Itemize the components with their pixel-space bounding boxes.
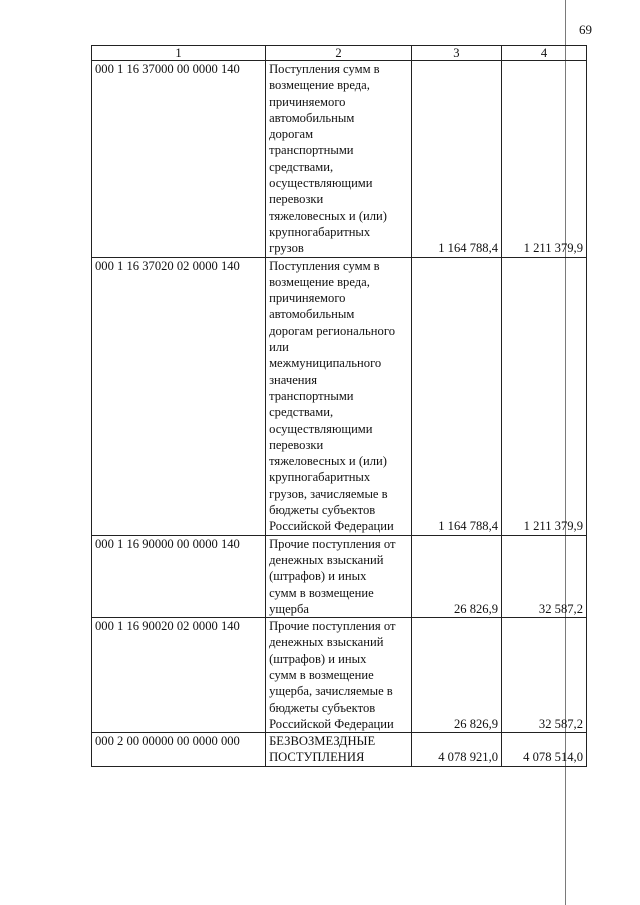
description-line: сумм в возмещение xyxy=(269,585,374,600)
budget-table xyxy=(91,45,587,767)
amount-col4-cell: 32 587,2 xyxy=(502,618,587,733)
description-line: автомобильным xyxy=(269,307,355,322)
description-line: ущерба xyxy=(269,601,309,616)
description-line: крупногабаритных xyxy=(269,470,371,485)
description-line: возмещение вреда, xyxy=(269,78,370,93)
description-line: межмуниципального xyxy=(269,356,382,371)
description-line: осуществляющими xyxy=(269,176,373,191)
budget-code-cell: 000 2 00 00000 00 0000 000 xyxy=(92,733,266,767)
description-cell xyxy=(266,733,412,767)
description-line: Прочие поступления от xyxy=(269,619,396,634)
budget-code-cell: 000 1 16 90020 02 0000 140 xyxy=(92,618,266,733)
description-line: транспортными xyxy=(269,143,354,158)
amount-col4-cell: 1 211 379,9 xyxy=(502,61,587,258)
description-line: грузов xyxy=(269,241,304,256)
description-line: транспортными xyxy=(269,388,354,403)
description-line: грузов, зачисляемые в xyxy=(269,486,388,501)
table-row xyxy=(92,61,587,258)
description-line: автомобильным xyxy=(269,110,355,125)
description-line: ПОСТУПЛЕНИЯ xyxy=(269,750,365,765)
description-cell xyxy=(266,61,412,258)
description-line: средствами, xyxy=(269,405,334,420)
budget-code-cell: 000 1 16 90000 00 0000 140 xyxy=(92,535,266,617)
budget-code-cell: 000 1 16 37020 02 0000 140 xyxy=(92,257,266,535)
header-cell-2: 2 xyxy=(266,46,412,61)
description-line: (штрафов) и иных xyxy=(269,651,367,666)
description-line: Российской Федерации xyxy=(269,716,394,731)
description-line: или xyxy=(269,340,289,355)
table-row xyxy=(92,535,587,617)
description-line: денежных взысканий xyxy=(269,552,384,567)
description-line: перевозки xyxy=(269,437,324,452)
header-row xyxy=(92,46,587,61)
description-line: Российской Федерации xyxy=(269,519,394,534)
amount-col3-cell: 4 078 921,0 xyxy=(411,733,501,767)
description-line: дорогам регионального xyxy=(269,323,395,338)
description-line: возмещение вреда, xyxy=(269,274,370,289)
description-line: перевозки xyxy=(269,192,324,207)
amount-col3-cell: 26 826,9 xyxy=(411,535,501,617)
description-line: причиняемого xyxy=(269,291,346,306)
table-row xyxy=(92,733,587,767)
description-line: бюджеты субъектов xyxy=(269,700,376,715)
header-cell-4: 4 xyxy=(502,46,587,61)
amount-col4-cell: 1 211 379,9 xyxy=(502,257,587,535)
description-line: бюджеты субъектов xyxy=(269,503,376,518)
amount-col3-cell: 1 164 788,4 xyxy=(411,61,501,258)
description-line: средствами, xyxy=(269,159,334,174)
description-line: ущерба, зачисляемые в xyxy=(269,684,393,699)
description-cell xyxy=(266,257,412,535)
description-line: тяжеловесных и (или) xyxy=(269,208,387,223)
description-line: Прочие поступления от xyxy=(269,536,396,551)
description-line: дорогам xyxy=(269,127,314,142)
description-line: осуществляющими xyxy=(269,421,373,436)
table-row xyxy=(92,257,587,535)
amount-col4-cell: 4 078 514,0 xyxy=(502,733,587,767)
description-line: (штрафов) и иных xyxy=(269,569,367,584)
description-cell xyxy=(266,618,412,733)
description-line: значения xyxy=(269,372,318,387)
description-line: тяжеловесных и (или) xyxy=(269,454,387,469)
description-line: крупногабаритных xyxy=(269,224,371,239)
description-line: денежных взысканий xyxy=(269,635,384,650)
page-number: 69 xyxy=(579,22,592,37)
description-line: причиняемого xyxy=(269,94,346,109)
amount-col3-cell: 1 164 788,4 xyxy=(411,257,501,535)
amount-col3-cell: 26 826,9 xyxy=(411,618,501,733)
table-row xyxy=(92,618,587,733)
header-cell-1: 1 xyxy=(92,46,266,61)
budget-code-cell: 000 1 16 37000 00 0000 140 xyxy=(92,61,266,258)
header-cell-3: 3 xyxy=(411,46,501,61)
description-line: БЕЗВОЗМЕЗДНЫЕ xyxy=(269,734,376,749)
description-line: Поступления сумм в xyxy=(269,258,380,273)
description-line: Поступления сумм в xyxy=(269,62,380,76)
amount-col4-cell: 32 587,2 xyxy=(502,535,587,617)
description-cell xyxy=(266,535,412,617)
description-line: сумм в возмещение xyxy=(269,667,374,682)
